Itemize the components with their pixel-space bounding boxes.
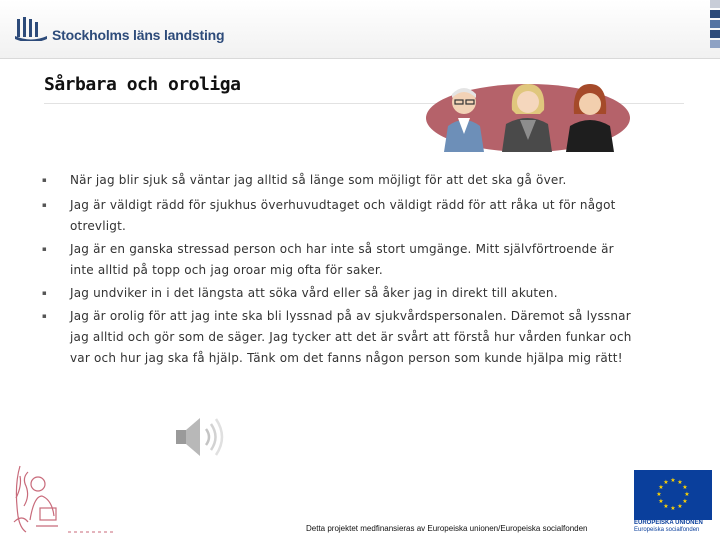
bullet-text: Jag är en ganska stressad person och har inte så stort umgänge. Mitt självförtroende är inte alltid på topp och jag oroar mig ofta för saker. — [70, 242, 614, 277]
list-item — [40, 283, 640, 304]
svg-text:★: ★ — [658, 484, 664, 491]
svg-text:★: ★ — [656, 491, 662, 498]
bullet-mark: ▪ — [42, 176, 47, 184]
footer-text: Detta projektet medfinansieras av Europeiska unionen/Europeiska socialfonden — [306, 524, 588, 533]
sll-logo-icon — [14, 17, 48, 41]
bullet-mark: ▪ — [42, 245, 47, 253]
svg-text:★: ★ — [658, 498, 664, 505]
slide-title: Sårbara och oroliga — [44, 74, 241, 95]
corner-decoration — [710, 0, 720, 50]
eu-flag-icon — [634, 470, 712, 520]
svg-text:★: ★ — [670, 477, 676, 484]
es-halsa-logo — [8, 456, 120, 536]
svg-text:★: ★ — [682, 498, 688, 505]
list-item — [40, 306, 640, 369]
bullet-text: Jag är väldigt rädd för sjukhus överhuvudtaget och väldigt rädd för att råka ut för något otrevligt. — [70, 198, 616, 233]
bullet-list — [40, 170, 640, 371]
speaker-icon[interactable] — [172, 414, 226, 460]
bullet-text: Jag undviker in i det längsta att söka vård eller så åker jag in direkt till akuten. — [70, 286, 558, 300]
brand-name: Stockholms läns landsting — [52, 27, 225, 43]
eu-label: EUROPEISKA UNIONEN — [634, 520, 703, 526]
eu-sub-label: Europeiska socialfonden — [634, 527, 700, 533]
svg-text:★: ★ — [663, 479, 669, 486]
list-item — [40, 195, 640, 237]
bullet-text: Jag är orolig för att jag inte ska bli lyssnad på av sjukvårdspersonalen. Däremot så lyssnar jag alltid och gör som de säger. Jag tycker att det är svårt att förstå hur vården funkar och var och hur jag ska få hjälp. Tänk om det fanns någon person som kunde hjälpa mig rätt! — [70, 309, 632, 365]
bullet-text: När jag blir sjuk så väntar jag alltid så länge som möjligt för att det ska gå över. — [70, 173, 567, 187]
list-item — [40, 170, 640, 191]
svg-text:★: ★ — [670, 505, 676, 512]
people-illustration — [426, 74, 630, 152]
svg-text:★: ★ — [682, 484, 688, 491]
bullet-mark: ▪ — [42, 312, 47, 320]
list-item — [40, 239, 640, 281]
bullet-mark: ▪ — [42, 201, 47, 209]
svg-text:★: ★ — [684, 491, 690, 498]
svg-text:★: ★ — [677, 479, 683, 486]
header — [0, 0, 720, 59]
eu-logo — [634, 470, 712, 533]
svg-text:★: ★ — [663, 503, 669, 510]
bullet-mark: ▪ — [42, 289, 47, 297]
svg-text:★: ★ — [677, 503, 683, 510]
